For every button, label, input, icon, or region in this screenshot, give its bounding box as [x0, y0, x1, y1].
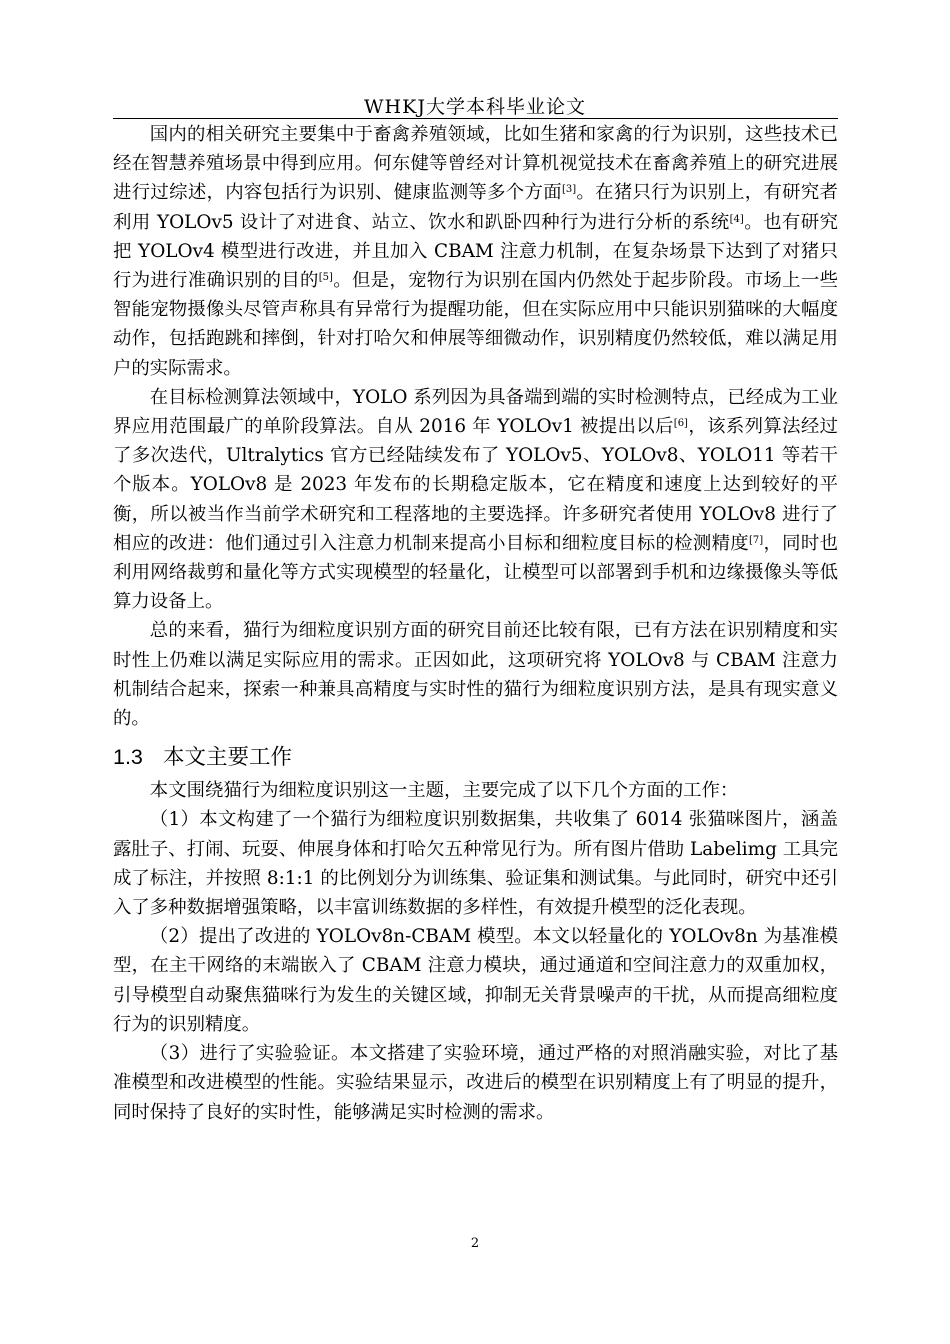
header-rule	[113, 118, 838, 119]
section-number: 1.3	[113, 745, 143, 770]
paragraph-text: ，同时也利用网络裁剪和量化等方式实现模型的轻量化，让模型可以部署到手机和边缘摄像头等低算力设备上。	[113, 532, 838, 613]
paragraph-text: ，该系列算法经过了多次迭代，Ultralytics 官方已经陆续发布了 YOLOv5、YOLOv8、YOLO11 等若干个版本。YOLOv8 是 2023 年发布的长期稳定版本，它在精度和速度上达到较好的平衡，所以被当作当前学术研究和工程落地的主要选择。许多研究者使用 YOLOv8 进行了相应的改进：他们通过引入注意力机制来提高小目标和细粒度目标的检测精度	[113, 416, 838, 554]
body-paragraph	[113, 383, 838, 617]
citation: [6]	[673, 418, 688, 430]
body-paragraph: 本文围绕猫行为细粒度识别这一主题，主要完成了以下几个方面的工作：	[149, 780, 739, 802]
paragraph-text: 。也有研究把 YOLOv4 模型进行改进，并且加入 CBAM 注意力机制，在复杂场景下达到了对猪只行为进行准确识别的目的	[113, 211, 838, 292]
citation: [3]	[561, 184, 577, 196]
section-title: 本文主要工作	[163, 745, 293, 771]
citation: [7]	[748, 534, 764, 546]
running-header: WHKJ大学本科毕业论文	[364, 96, 586, 118]
paragraph-text: 。在猪只行为识别上，有研究者利用 YOLOv5 设计了对进食、站立、饮水和趴卧四种行为进行分析的系统	[113, 182, 838, 233]
body-paragraph	[113, 120, 838, 383]
list-item-paragraph: （2）提出了改进的 YOLOv8n-CBAM 模型。本文以轻量化的 YOLOv8n 为基准模型，在主干网络的末端嵌入了 CBAM 注意力模块，通过通道和空间注意力的双重加权，引导模型自动聚焦猫咪行为发生的关键区域，抑制无关背景噪声的干扰，从而提高细粒度行为的识别精度。	[113, 926, 838, 1035]
paragraph-text: 。但是，宠物行为识别在国内仍然处于起步阶段。市场上一些智能宠物摄像头尽管声称具有异常行为提醒功能，但在实际应用中只能识别猫咪的大幅度动作，包括跑跳和摔倒，针对打哈欠和伸展等细微动作，识别精度仍然较低，难以满足用户的实际需求。	[113, 270, 838, 379]
body-paragraph	[113, 616, 838, 733]
citation: [4]	[729, 213, 744, 225]
paragraph-text: 总的来看，猫行为细粒度识别方面的研究目前还比较有限，已有方法在识别精度和实时性上仍难以满足实际应用的需求。正因如此，这项研究将 YOLOv8 与 CBAM 注意力机制结合起来，探索一种兼具高精度与实时性的猫行为细粒度识别方法，是具有现实意义的。	[113, 620, 838, 730]
page-body	[113, 120, 838, 1127]
page-number: 2	[470, 1236, 480, 1251]
paragraph-text: 在目标检测算法领域中，YOLO 系列因为具备端到端的实时检测特点，已经成为工业界应用范围最广的单阶段算法。自从 2016 年 YOLOv1 被提出以后	[113, 386, 838, 438]
citation: [5]	[318, 272, 333, 284]
list-item-paragraph: （1）本文构建了一个猫行为细粒度识别数据集，共收集了 6014 张猫咪图片，涵盖露肚子、打闹、玩耍、伸展身体和打哈欠五种常见行为。所有图片借助 Labelimg 工具完成了标注，并按照 8:1:1 的比例划分为训练集、验证集和测试集。与此同时，研究中还引入了多种数据增强策略，以丰富训练数据的多样性，有效提升模型的泛化表现。	[113, 809, 838, 919]
section-heading	[113, 743, 838, 772]
list-item-paragraph: （3）进行了实验验证。本文搭建了实验环境，通过严格的对照消融实验，对比了基准模型和改进模型的性能。实验结果显示，改进后的模型在识别精度上有了明显的提升，同时保持了良好的实时性，能够满足实时检测的需求。	[113, 1043, 838, 1123]
paragraph-text: 国内的相关研究主要集中于畜禽养殖领域，比如生猪和家禽的行为识别，这些技术已经在智慧养殖场景中得到应用。何东健等曾经对计算机视觉技术在畜禽养殖上的研究进展进行过综述，内容包括行为识别、健康监测等多个方面	[113, 124, 838, 204]
